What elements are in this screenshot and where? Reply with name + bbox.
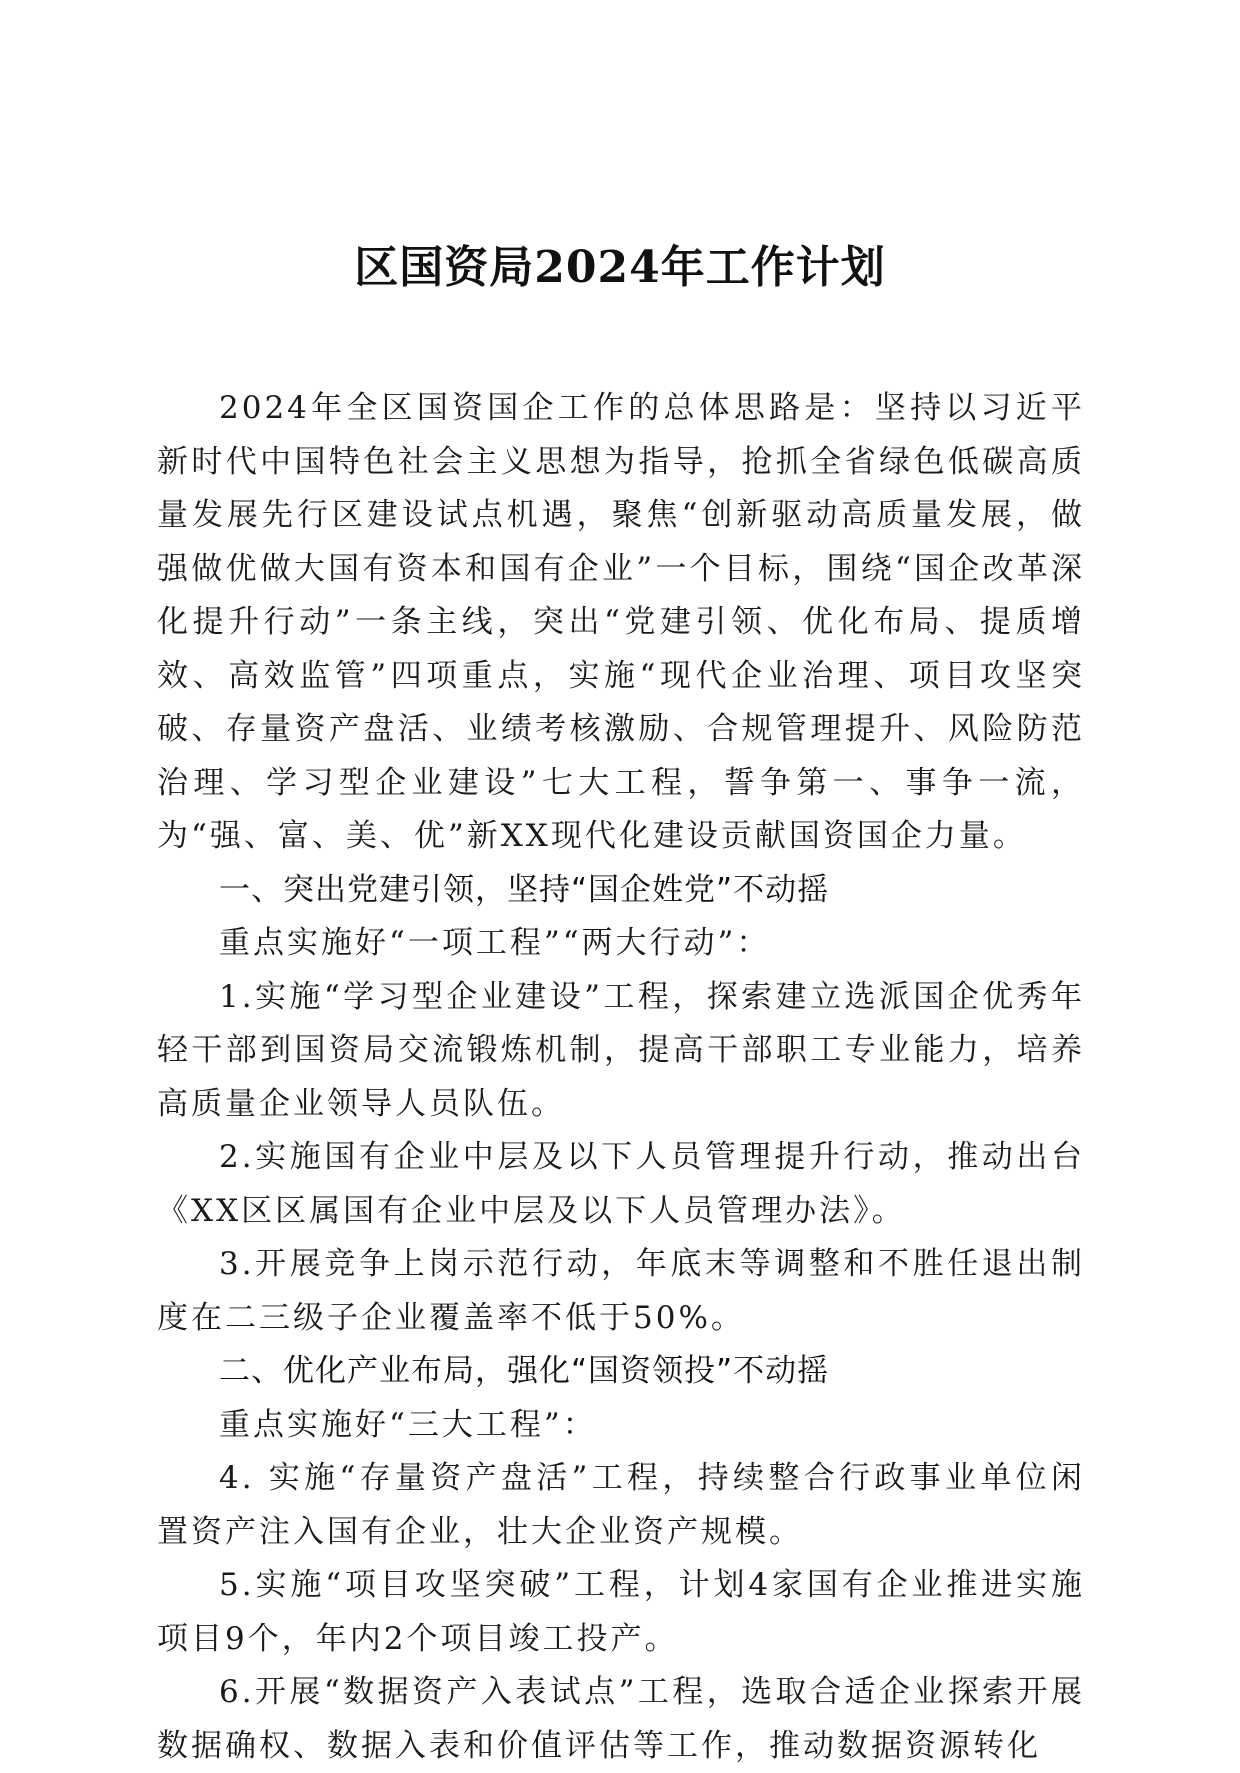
document-title: 区国资局2024年工作计划 bbox=[354, 242, 886, 293]
section-1-lead: 重点实施好“一项工程”“两大行动”： bbox=[219, 925, 771, 961]
intro-paragraph: 2024年全区国资国企工作的总体思路是：坚持以习近平新时代中国特色社会主义思想为指导，抢抓全省绿色低碳高质量发展先行区建设试点机遇，聚焦“创新驱动高质量发展，做强做优做大国有资本和国有企业”一个目标，围绕“国企改革深化提升行动”一条主线，突出“党建引领、优化布局、提质增效、高效监管”四项重点，实施“现代企业治理、项目攻坚突破、存量资产盘活、业绩考核激励、合规管理提升、风险防范治理、学习型企业建设”七大工程，誓争第一、事争一流，为“强、富、美、优”新XX现代化建设贡献国资国企力量。 bbox=[157, 390, 1085, 854]
section-heading-2: 二、优化产业布局，强化“国资领投”不动摇 bbox=[219, 1353, 830, 1389]
document-body bbox=[157, 382, 1085, 1773]
section-2-lead: 重点实施好“三大工程”： bbox=[219, 1406, 597, 1443]
section-heading-1: 一、突出党建引领，坚持“国企姓党”不动摇 bbox=[219, 871, 830, 908]
item-6: 6.开展“数据资产入表试点”工程，选取合适企业探索开展数据确权、数据入表和价值评估等工作，推动数据资源转化 bbox=[157, 1674, 1085, 1764]
item-3: 3.开展竞争上岗示范行动，年底末等调整和不胜任退出制度在二三级子企业覆盖率不低于50%。 bbox=[157, 1246, 1085, 1336]
item-5: 5.实施“项目攻坚突破”工程，计划4家国有企业推进实施项目9个，年内2个项目竣工投产。 bbox=[157, 1567, 1085, 1657]
item-2: 2.实施国有企业中层及以下人员管理提升行动，推动出台《XX区区属国有企业中层及以下人员管理办法》。 bbox=[157, 1139, 1085, 1229]
item-1: 1.实施“学习型企业建设”工程，探索建立选派国企优秀年轻干部到国资局交流锻炼机制，提高干部职工专业能力，培养高质量企业领导人员队伍。 bbox=[157, 978, 1085, 1122]
item-4: 4. 实施“存量资产盘活”工程，持续整合行政事业单位闲置资产注入国有企业，壮大企业资产规模。 bbox=[157, 1460, 1085, 1550]
